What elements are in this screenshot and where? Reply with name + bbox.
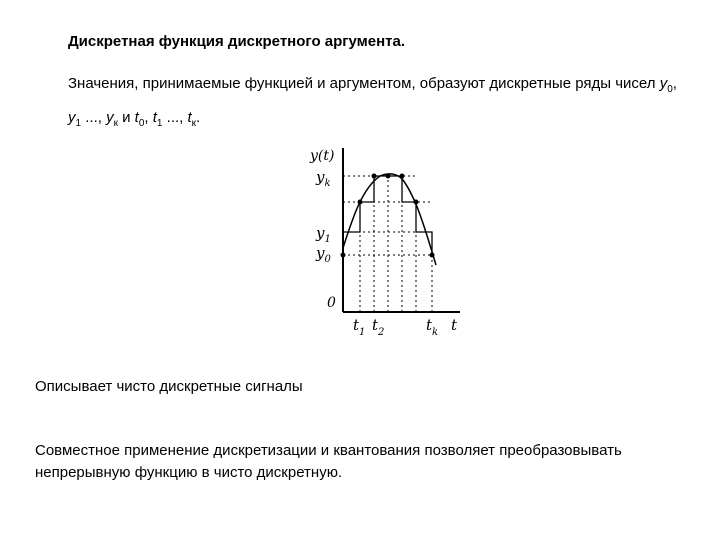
label-yk: $y_k$ xyxy=(316,168,331,189)
intro-paragraph xyxy=(68,70,688,138)
label-t2: $t_2$ xyxy=(372,316,385,338)
separator: , xyxy=(672,75,677,92)
symbol-y: y xyxy=(659,75,668,92)
label-y0: $y_0$ xyxy=(316,244,331,265)
intro-text: Значения, принимаемые функцией и аргументом, образуют дискретные ряды чисел xyxy=(68,75,660,92)
symbol-t: t xyxy=(134,109,139,126)
x-axis-label: t xyxy=(451,316,458,334)
label-y1: $y_1$ xyxy=(316,224,331,245)
subscript-0: 0 xyxy=(138,118,145,129)
symbol-y: y xyxy=(106,109,114,126)
subscript-0: 0 xyxy=(667,84,673,95)
period: . xyxy=(196,109,201,126)
subscript-k: к xyxy=(191,118,197,129)
subscript-1: 1 xyxy=(75,118,82,129)
symbol-y: y xyxy=(68,109,76,126)
subscript-1: 1 xyxy=(156,118,163,129)
separator: , xyxy=(144,109,153,126)
ellipsis: ..., xyxy=(81,109,107,126)
subscript-k: к xyxy=(113,118,118,129)
slide-heading: Дискретная функция дискретного аргумента. xyxy=(68,33,406,50)
discrete-function-figure xyxy=(300,140,475,345)
conjunction: и xyxy=(117,109,135,126)
label-t1: $t_1$ xyxy=(353,316,366,338)
ellipsis: ..., xyxy=(162,109,188,126)
symbol-t: t xyxy=(152,109,157,126)
quantization-text: Совместное применение дискретизации и квантования позволяет преобразовывать непрерывную функцию в чисто дискретную. xyxy=(35,442,622,481)
symbol-t: t xyxy=(187,109,192,126)
label-tk: $t_k$ xyxy=(426,316,439,338)
y-axis-label: y(t) xyxy=(310,148,335,164)
continuous-curve xyxy=(343,174,436,265)
discrete-signals-text: Описывает чисто дискретные сигналы xyxy=(35,378,303,395)
origin-label: 0 xyxy=(327,295,336,311)
dotted-grid xyxy=(343,176,432,312)
